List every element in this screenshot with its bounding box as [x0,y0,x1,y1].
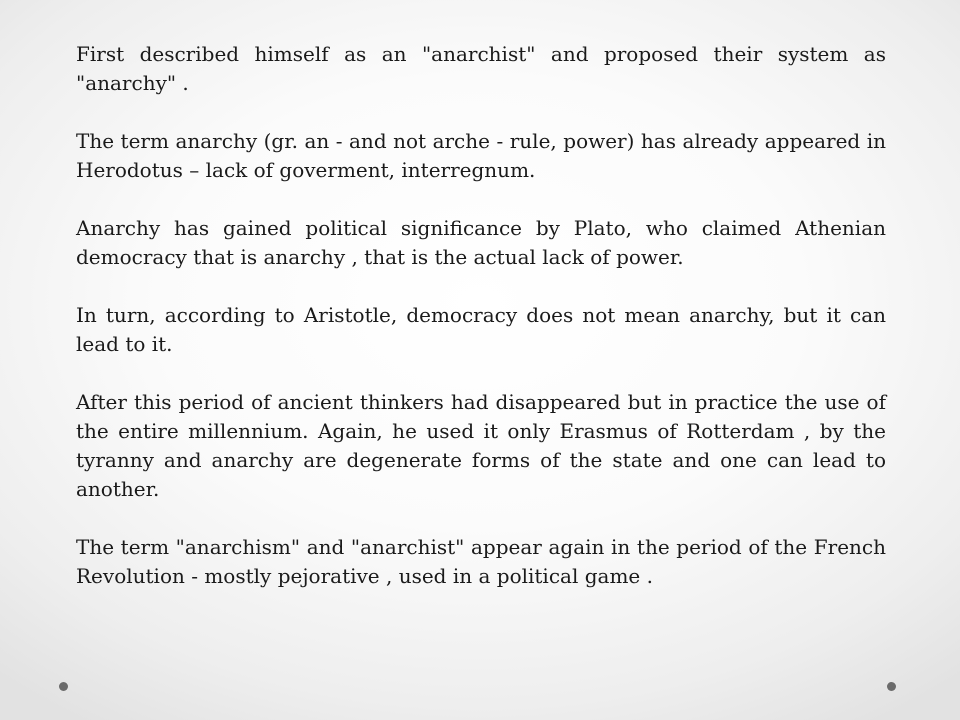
paragraph-french-revolution: The term "anarchism" and "anarchist" appear again in the period of the French Revolution - mostly pejorative , used in a political game . [76,535,886,588]
decorative-dot-left [59,682,68,691]
paragraph-herodotus: The term anarchy (gr. an - and not arche - rule, power) has already appeared in Herodotus – lack of goverment, interregnum. [76,129,886,182]
paragraph-plato: Anarchy has gained political significance by Plato, who claimed Athenian democracy that is anarchy , that is the actual lack of power. [76,216,886,269]
paragraph-anarchist-definition: First described himself as an "anarchist" and proposed their system as "anarchy" . [76,42,886,95]
decorative-dot-right [887,682,896,691]
paragraph-erasmus: After this period of ancient thinkers had disappeared but in practice the use of the entire millennium. Again, he used it only Erasmus of Rotterdam , by the tyranny and anarchy are degenerate forms of the state and one can lead to another. [76,390,886,501]
slide-body [76,40,886,620]
paragraph-aristotle: In turn, according to Aristotle, democracy does not mean anarchy, but it can lead to it. [76,303,886,356]
